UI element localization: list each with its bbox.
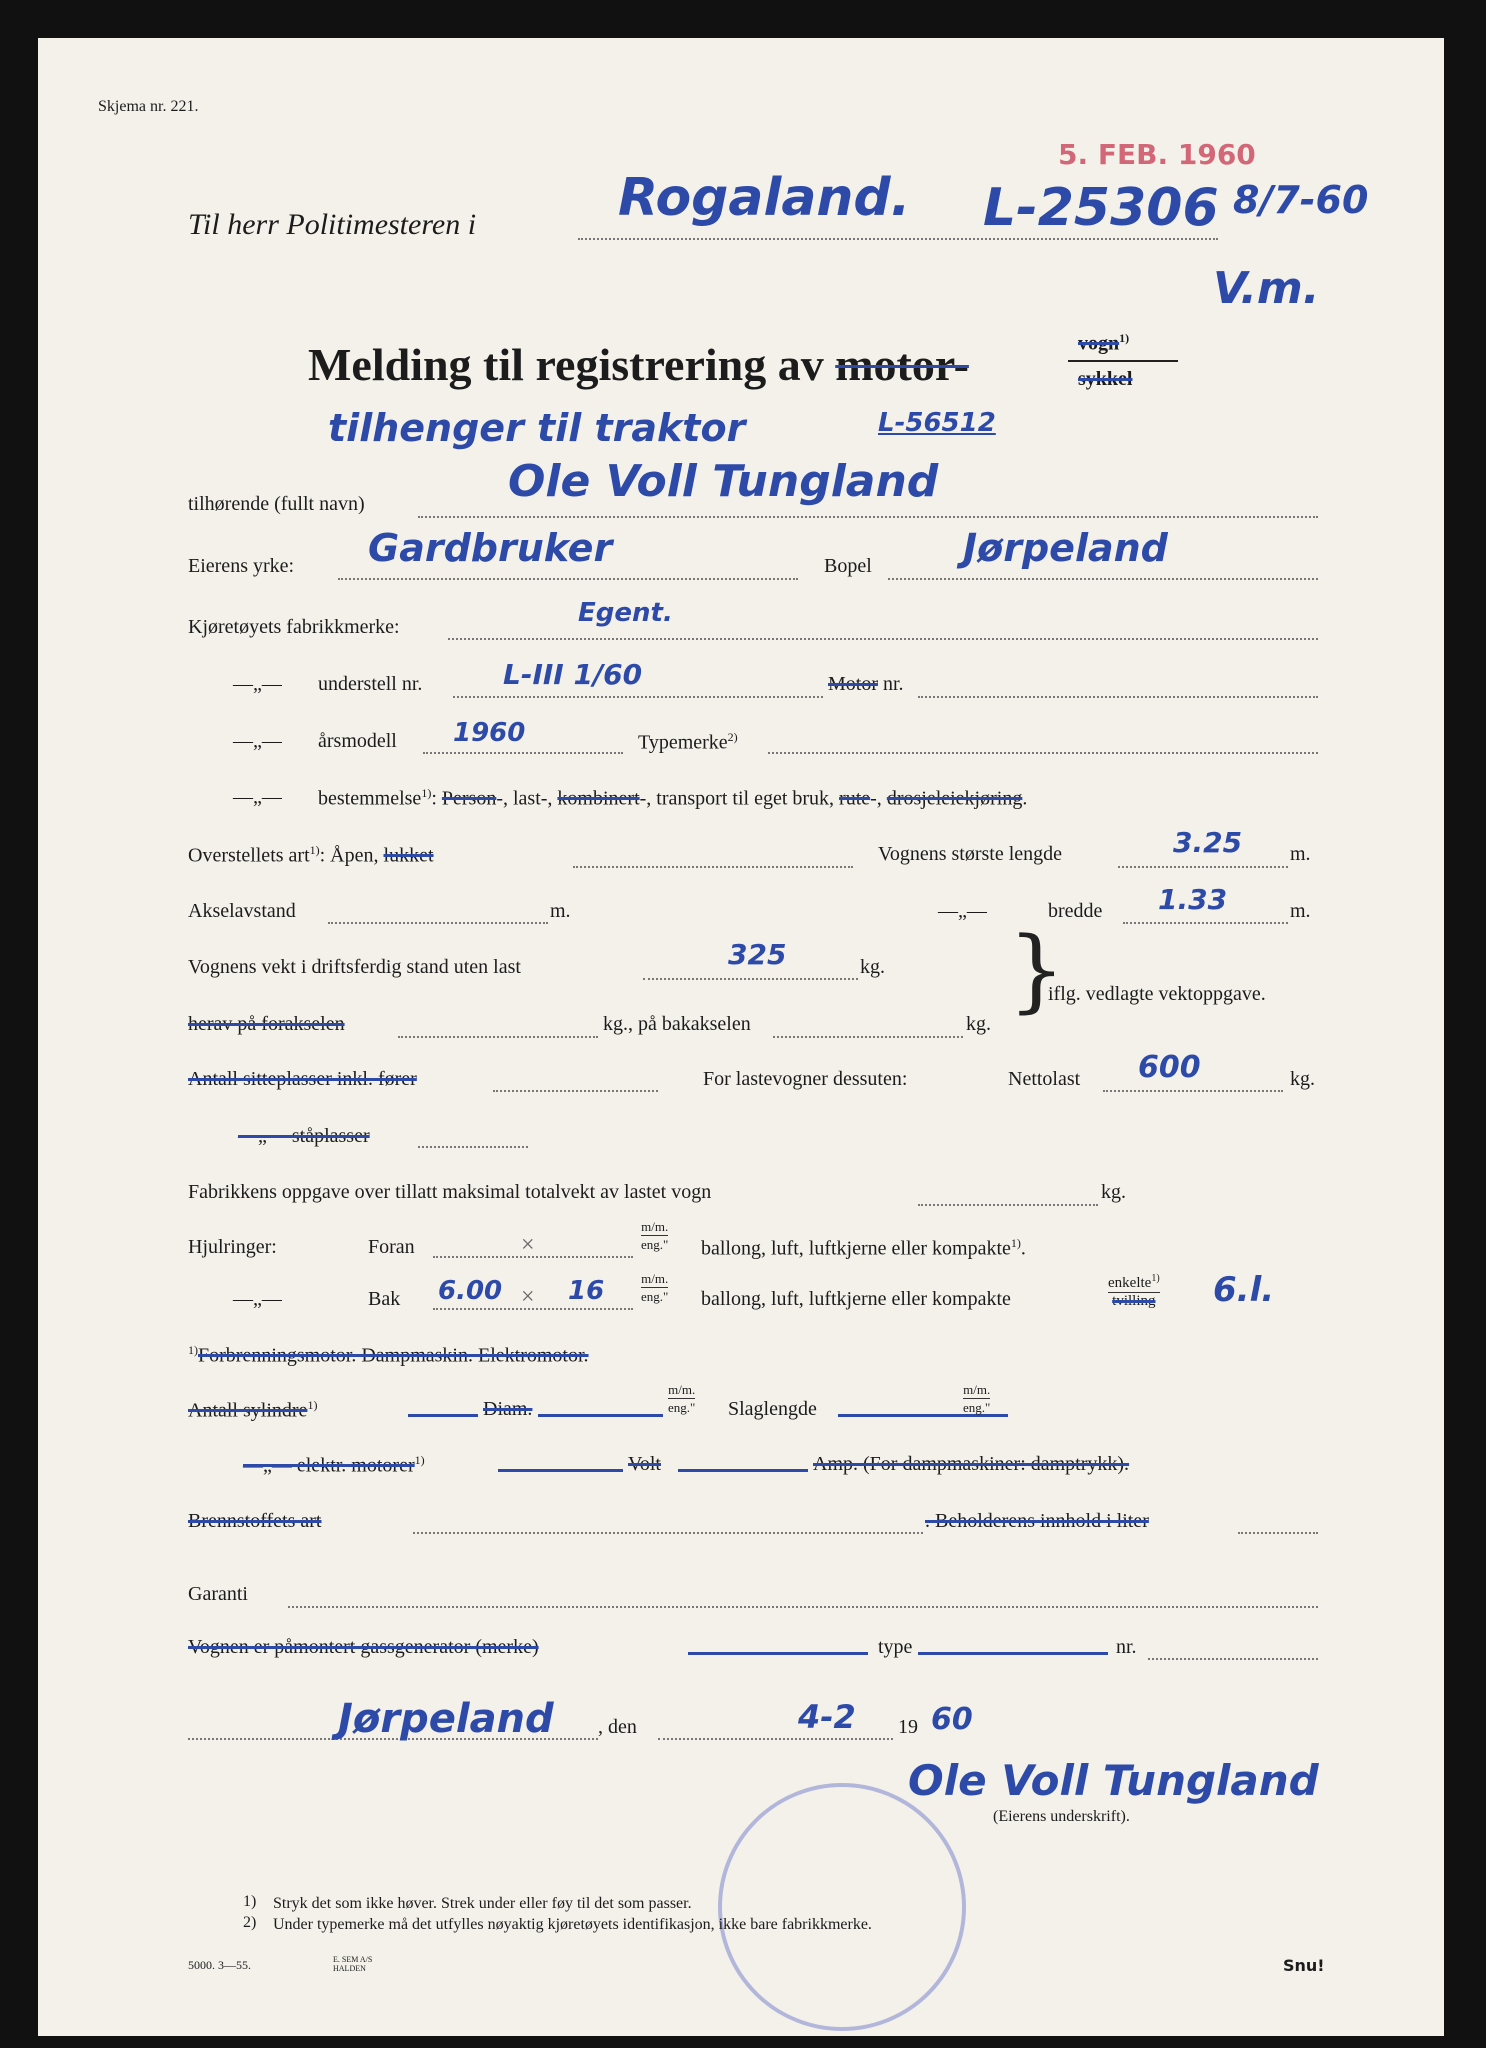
wheelbase-label: Akselavstand [188,900,296,922]
width-label: bredde [1048,900,1103,922]
diam-strike-line [538,1414,663,1417]
front-cross: × [521,1232,535,1258]
seats-label: Antall sitteplasser inkl. fører [188,1068,417,1090]
fuel-line [413,1532,923,1534]
place: Jørpeland [338,1696,554,1742]
chassis-label: understell nr. [318,673,423,695]
title-vogn: vogn$^{1)}$ [1078,331,1130,355]
max-length-unit: m. [1290,843,1311,865]
front-tire-types: ballong, luft, luftkjerne eller kompakte$^{1)}$. [701,1236,1026,1260]
max-total-line [918,1204,1098,1206]
max-length: 3.25 [1173,826,1243,859]
truck-label: For lastevogner dessuten: [703,1068,908,1090]
wheelbase-line [328,922,548,924]
gas-label: Vognen er påmontert gassgenerator (merke) [188,1636,539,1658]
gas-nr-label: nr. [1116,1636,1137,1658]
printer: E. SEM A/S HALDEN [333,1955,373,1973]
chassis-number: L-III 1/60 [503,658,643,691]
rear-cross: × [521,1284,535,1310]
weight-label: Vognens vekt i driftsferdig stand uten last [188,956,521,978]
wheels-label: Hjulringer: [188,1236,277,1258]
net-load: 600 [1138,1050,1201,1085]
weight-note: iflg. vedlagte vektoppgave. [1048,983,1266,1005]
gas-nr-line [1148,1658,1318,1660]
rear-tire-count: 6.l. [1213,1270,1275,1310]
gas-type-strike-line [918,1652,1108,1655]
ditto-1: —„— [233,673,282,695]
owner-label: tilhørende (fullt navn) [188,493,365,515]
chassis-line [453,696,823,698]
electric-strike-line [498,1469,623,1472]
fuel-label: Brennstoffets art [188,1510,322,1532]
cylinders-label: Antall sylindre$^{1)}$ [188,1398,318,1422]
registration-date: 8/7-60 [1233,178,1369,222]
title-sykkel: sykkel [1078,368,1133,390]
owner-name: Ole Voll Tungland [508,456,939,507]
wheelbase-unit: m. [550,900,571,922]
print-code: 5000. 3—55. [188,1958,251,1972]
volt-label: Volt [628,1453,661,1475]
title-divider [1068,360,1178,362]
model-year: 1960 [453,718,526,748]
addressee: Til herr Politimesteren i [188,208,477,241]
ditto-3: —„— [233,786,282,808]
weight: 325 [728,938,787,971]
width: 1.33 [1158,883,1228,916]
stroke-label: Slaglengde [728,1398,817,1420]
footnote-2: Under typemerke må det utfylles nøyaktig kjøretøyets identifikasjon, ikke bare fabrikkmerke. [273,1916,872,1933]
rear-axle-label: kg., på bakakselen [603,1013,751,1035]
type-line [768,752,1318,754]
single-twin-fraction: enkelte$^{1)}$ tvilling [1108,1270,1160,1310]
residence: Jørpeland [963,526,1168,570]
body-line: Overstellets art$^{1)}$: Åpen, lukket [188,843,434,867]
tractor-registration: L-56512 [878,408,996,438]
residence-label: Bopel [824,555,872,577]
diam-label: Diam. [483,1398,533,1420]
stroke-unit-fraction: m/m. eng." [963,1382,991,1415]
type-label: Typemerke$^{2)}$ [638,730,738,754]
rear-axle-unit: kg. [966,1013,991,1035]
seats-line [493,1090,658,1092]
form-title [308,338,969,391]
vehicle-type: tilhenger til traktor [328,406,746,450]
engine-types: $^{1)}$Forbrenningsmotor. Dampmaskin. Elektromotor. [188,1343,589,1367]
max-total-unit: kg. [1101,1181,1126,1203]
rear-tire-size-b: 16 [568,1276,605,1306]
front-unit-fraction: m/m. eng." [641,1219,669,1252]
guarantee-line [288,1606,1318,1608]
residence-line [888,578,1318,580]
round-stamp [718,1783,966,2031]
received-date-stamp: 5. FEB. 1960 [1058,138,1256,171]
rear-axle-line [773,1036,963,1038]
standing-label: —„— ståplasser [238,1125,370,1147]
model-year-label: årsmodell [318,730,397,752]
gas-strike-line [688,1652,868,1655]
standing-line [418,1146,528,1148]
width-unit: m. [1290,900,1311,922]
cylinders-strike-line [408,1414,478,1417]
weight-brace: } [1008,918,1066,1023]
max-total-label: Fabrikkens oppgave over tillatt maksimal totalvekt av lastet vogn [188,1181,712,1203]
tank-line [1238,1532,1318,1534]
weight-unit: kg. [860,956,885,978]
max-length-line [1118,866,1288,868]
amp-label: Amp. (For dampmaskiner: damptrykk). [813,1453,1130,1475]
front-wheels-label: Foran [368,1236,415,1258]
owner-line [418,516,1318,518]
footnote-2-marker: 2) [243,1914,257,1931]
front-axle-label: herav på forakselen [188,1013,345,1035]
make-label: Kjøretøyets fabrikkmerke: [188,616,400,638]
date: 4-2 [798,1698,856,1736]
registration-form [38,38,1444,2036]
initials: V.m. [1213,263,1320,314]
gas-type-label: type [878,1636,913,1658]
make-line [448,638,1318,640]
max-length-label: Vognens største lengde [878,843,1063,865]
volt-strike-line [678,1469,808,1472]
date-den: , den [598,1716,637,1738]
year-prefix: 19 [898,1716,918,1738]
net-load-line [1103,1090,1283,1092]
motor-number-label: Motor nr. [828,673,904,695]
electric-label: —„— elektr. motorer$^{1)}$ [243,1453,425,1477]
occupation-line [338,578,798,580]
guarantee-label: Garanti [188,1583,248,1605]
diam-unit-fraction: m/m. eng." [668,1382,696,1415]
purpose-line: bestemmelse$^{1)}$: Person-, last-, kombinert-, transport til eget bruk, rute-, drosjeleiekjøring. [318,786,1028,810]
title-motor: motor- [835,339,969,390]
rear-unit-fraction: m/m. eng." [641,1271,669,1304]
model-year-line [423,752,623,754]
police-district: Rogaland. [618,168,911,228]
year-suffix: 60 [931,1702,973,1737]
rear-wheels-label: Bak [368,1288,401,1310]
owner-signature: Ole Voll Tungland [908,1756,1319,1805]
addressee-line [578,238,1218,240]
signature-label: (Eierens underskrift). [993,1808,1130,1825]
date-line [658,1738,893,1740]
title-main: Melding til registrering av [308,339,824,390]
rear-tire-size-a: 6.00 [438,1276,503,1306]
ditto-5: —„— [233,1288,282,1310]
body-dots [573,866,853,868]
width-line [1123,922,1288,924]
tank-label: . Beholderens innhold i liter [925,1510,1149,1532]
registration-number: L-25306 [983,178,1219,238]
occupation-label: Eierens yrke: [188,555,295,577]
occupation: Gardbruker [368,526,613,570]
schema-number: Skjema nr. 221. [98,98,199,115]
make: Egent. [578,598,673,628]
turn-over: Snu! [1283,1956,1325,1975]
net-load-label: Nettolast [1008,1068,1081,1090]
ditto-2: —„— [233,730,282,752]
front-axle-line [398,1036,598,1038]
net-load-unit: kg. [1290,1068,1315,1090]
footnote-1: Stryk det som ikke høver. Strek under eller føy til det som passer. [273,1895,692,1912]
weight-line [643,978,858,980]
motor-number-line [918,696,1318,698]
footnote-1-marker: 1) [243,1893,257,1910]
rear-tire-types: ballong, luft, luftkjerne eller kompakte [701,1288,1011,1310]
ditto-4: —„— [938,900,987,922]
